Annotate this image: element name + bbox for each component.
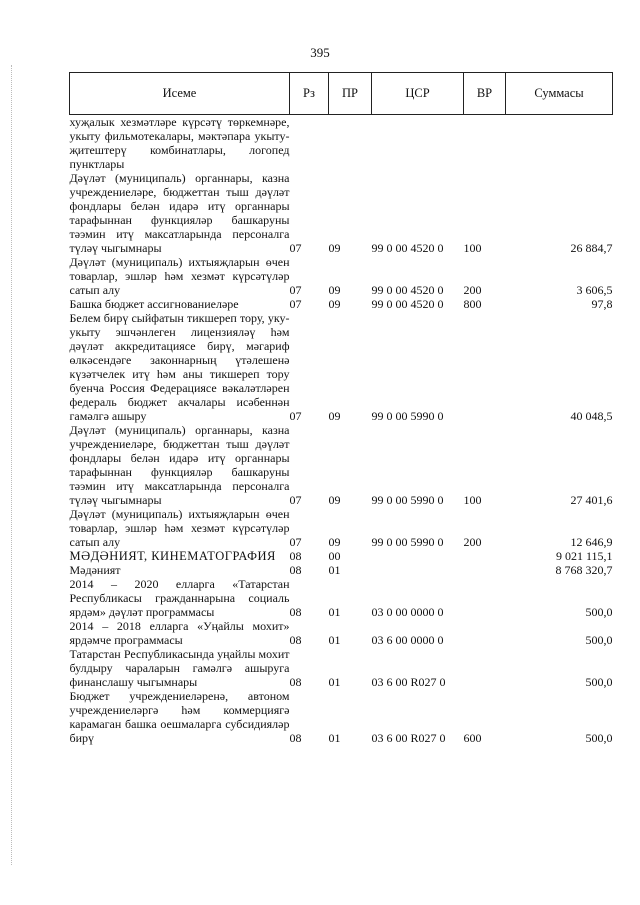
row-name: хуҗалык хезмәтләре күрсәтү төркемнәре, укыту фильмотекалары, мәктәпара укыту-җитештерү комбинатлары, логопед пунктлары <box>69 115 290 171</box>
table-row <box>70 507 613 549</box>
row-sum <box>506 115 613 172</box>
row-pr: 01 <box>328 675 341 689</box>
row-rz <box>290 115 329 172</box>
table-row <box>70 255 613 297</box>
row-name: Дәүләт (муниципаль) ихтыяҗларын өчен товарлар, эшләр һәм хезмәт күрсәтүләр сатып алу <box>69 507 290 549</box>
row-vr <box>464 563 506 577</box>
budget-table <box>69 72 613 745</box>
row-vr <box>464 647 506 689</box>
row-vr <box>464 549 506 563</box>
row-pr: 09 <box>328 297 341 311</box>
row-vr: 100 <box>463 493 482 507</box>
header-name: Исеме <box>70 73 290 115</box>
row-pr: 09 <box>328 493 341 507</box>
row-csr: 03 6 00 R027 0 <box>371 731 446 745</box>
row-pr: 01 <box>328 563 341 577</box>
header-sum: Суммасы <box>506 73 613 115</box>
row-csr: 03 0 00 0000 0 <box>371 605 444 619</box>
row-rz: 07 <box>289 297 302 311</box>
row-name: МӘДӘНИЯТ, КИНЕМАТОГРАФИЯ <box>69 549 276 563</box>
row-name: Мәдәният <box>69 563 121 577</box>
row-rz: 08 <box>289 731 302 745</box>
row-vr <box>464 577 506 619</box>
table-header-row <box>70 73 613 115</box>
table-row <box>70 689 613 745</box>
row-sum: 8 768 320,7 <box>555 563 613 577</box>
table-row <box>70 619 613 647</box>
row-sum: 9 021 115,1 <box>555 549 613 563</box>
row-csr: 99 0 00 5990 0 <box>371 493 444 507</box>
row-pr: 01 <box>328 731 341 745</box>
table-row <box>70 577 613 619</box>
row-sum: 3 606,5 <box>576 283 613 297</box>
header-rz: Рз <box>290 73 329 115</box>
row-pr: 09 <box>328 241 341 255</box>
row-vr: 800 <box>463 297 482 311</box>
table-row <box>70 115 613 172</box>
row-csr: 99 0 00 5990 0 <box>371 409 444 423</box>
row-pr: 09 <box>328 409 341 423</box>
row-csr: 99 0 00 4520 0 <box>371 283 444 297</box>
row-vr <box>464 619 506 647</box>
row-rz: 07 <box>289 493 302 507</box>
header-vr: ВР <box>464 73 506 115</box>
row-name: Дәүләт (муниципаль) органнары, казна учреждениеләре, бюджеттан тыш дәүләт фондлары белән идарә итү органнары тарафыннан функцияләр башкаруны тәэмин итү максатларында персоналга түләү чыгымнары <box>69 171 290 255</box>
row-pr <box>329 115 372 172</box>
row-name: Дәүләт (муниципаль) органнары, казна учреждениеләре, бюджеттан тыш дәүләт фондлары белән идарә итү органнары тарафыннан функцияләр башкаруны тәэмин итү максатларында персоналга түләү чыгымнары <box>69 423 290 507</box>
row-rz: 08 <box>289 549 302 563</box>
row-csr: 03 6 00 0000 0 <box>371 633 444 647</box>
row-pr: 01 <box>328 605 341 619</box>
row-pr: 00 <box>328 549 341 563</box>
table-row <box>70 297 613 311</box>
row-name: Дәүләт (муниципаль) ихтыяҗларын өчен товарлар, эшләр һәм хезмәт күрсәтүләр сатып алу <box>69 255 290 297</box>
row-sum: 500,0 <box>585 675 613 689</box>
row-csr: 99 0 00 4520 0 <box>371 241 444 255</box>
row-vr: 200 <box>463 535 482 549</box>
row-sum: 97,8 <box>591 297 613 311</box>
row-csr <box>372 563 464 577</box>
row-name: Татарстан Республикасында уңайлы мохит булдыру чараларын гамәлгә ашыруга финанслашу чыгымнары <box>69 647 290 689</box>
row-sum: 500,0 <box>585 633 613 647</box>
row-sum: 12 646,9 <box>570 535 613 549</box>
margin-dotted-line <box>11 65 12 865</box>
row-csr: 99 0 00 4520 0 <box>371 297 444 311</box>
table-row <box>70 647 613 689</box>
row-vr: 200 <box>463 283 482 297</box>
row-csr: 99 0 00 5990 0 <box>371 535 444 549</box>
table-row <box>70 311 613 423</box>
row-rz: 07 <box>289 409 302 423</box>
row-rz: 08 <box>289 633 302 647</box>
row-vr <box>464 311 506 423</box>
table-row-section <box>70 549 613 563</box>
row-rz: 08 <box>289 675 302 689</box>
row-csr <box>372 115 464 172</box>
row-name: Башка бюджет ассигнованиеләре <box>69 297 239 311</box>
row-vr <box>464 115 506 172</box>
header-csr: ЦСР <box>372 73 464 115</box>
header-pr: ПР <box>329 73 372 115</box>
row-rz: 07 <box>289 535 302 549</box>
row-sum: 40 048,5 <box>570 409 613 423</box>
row-sum: 500,0 <box>585 605 613 619</box>
row-csr <box>372 549 464 563</box>
row-name: 2014 – 2018 елларга «Уңайлы мохит» ярдәмче программасы <box>69 619 290 647</box>
table-row <box>70 423 613 507</box>
row-pr: 09 <box>328 283 341 297</box>
row-rz: 08 <box>289 563 302 577</box>
table-row <box>70 563 613 577</box>
row-pr: 01 <box>328 633 341 647</box>
row-sum: 27 401,6 <box>570 493 613 507</box>
row-name: 2014 – 2020 елларга «Татарстан Республикасы гражданнарына социаль ярдәм» дәүләт программасы <box>69 577 290 619</box>
table-row <box>70 171 613 255</box>
row-sum: 500,0 <box>585 731 613 745</box>
row-name: Белем бирү сыйфатын тикшереп тору, уку-укыту эшчәнлеген лицензияләү һәм дәүләт аккредитациясе бирү, мәгариф өлкәсендәге законнарның үтәлешенә күзәтчелек итү һәм аны тикшереп тору буенча Россия Федерациясе вәкаләтләрен федераль бюджет акчалары исәбеннән гамәлгә ашыру <box>69 311 290 423</box>
row-name: Бюджет учреждениеләренә, автоном учреждениеләргә һәм коммерциягә карамаган башка оешмаларга субсидияләр бирү <box>69 689 290 745</box>
row-rz: 07 <box>289 283 302 297</box>
page-number: 395 <box>310 45 330 60</box>
row-sum: 26 884,7 <box>570 241 613 255</box>
row-rz: 08 <box>289 605 302 619</box>
row-rz: 07 <box>289 241 302 255</box>
row-vr: 100 <box>463 241 482 255</box>
row-vr: 600 <box>463 731 482 745</box>
row-pr: 09 <box>328 535 341 549</box>
row-csr: 03 6 00 R027 0 <box>371 675 446 689</box>
